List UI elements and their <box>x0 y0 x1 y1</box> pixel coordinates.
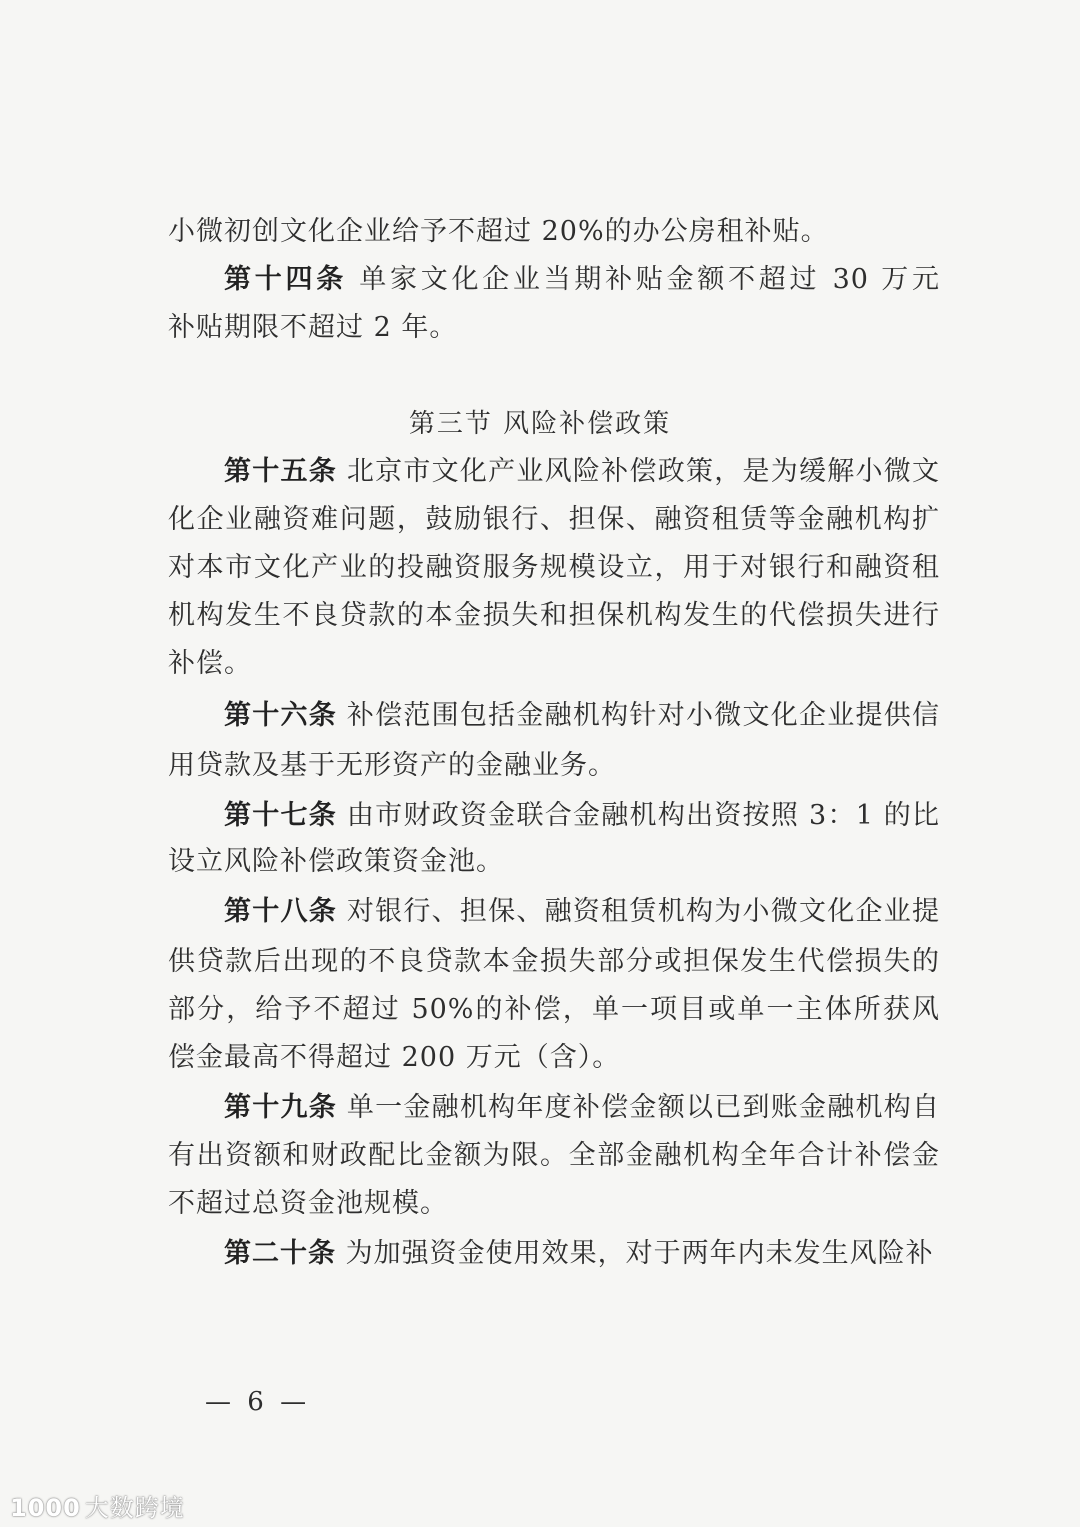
text-line <box>168 1184 448 1224</box>
line-text: 不超过总资金池规模。 <box>168 1188 448 1219</box>
text-line <box>168 1136 940 1176</box>
text-line <box>224 452 940 492</box>
article-label: 第十九条 <box>224 1092 338 1123</box>
article-label: 第二十条 <box>224 1238 336 1269</box>
article-label: 第十四条 <box>224 264 347 295</box>
page-number: — 6 — <box>205 1387 311 1417</box>
text-line <box>168 596 940 636</box>
text-line <box>224 260 940 300</box>
text-line <box>224 796 940 836</box>
line-text: 部分，给予不超过 50%的补偿，单一项目或单一主体所获风 <box>168 994 940 1025</box>
line-text: 供贷款后出现的不良贷款本金损失部分或担保发生代偿损失的 <box>168 946 940 977</box>
line-text: 北京市文化产业风险补偿政策，是为缓解小微文 <box>337 456 940 487</box>
text-line <box>168 990 940 1030</box>
line-text: 对银行、担保、融资租赁机构为小微文化企业提 <box>337 896 940 927</box>
article-label: 第十五条 <box>224 456 338 487</box>
line-text: 对本市文化产业的投融资服务规模设立，用于对银行和融资租 <box>168 552 940 583</box>
text-line <box>168 1038 620 1078</box>
line-text: 补偿范围包括金融机构针对小微文化企业提供信 <box>337 700 940 731</box>
text-line <box>168 644 252 684</box>
line-text: 设立风险补偿政策资金池。 <box>168 846 504 877</box>
watermark-text: 大数跨境 <box>84 1494 185 1522</box>
text-line <box>168 500 940 540</box>
text-line <box>168 746 616 786</box>
text-line <box>224 1234 934 1274</box>
line-text: 小微初创文化企业给予不超过 20%的办公房租补贴。 <box>168 216 829 247</box>
text-line <box>168 942 940 982</box>
text-line <box>168 212 829 252</box>
text-line <box>224 696 940 736</box>
line-text: 偿金最高不得超过 200 万元（含）。 <box>168 1042 621 1073</box>
line-text: 用贷款及基于无形资产的金融业务。 <box>168 750 616 781</box>
line-text: 补贴期限不超过 2 年。 <box>168 312 458 343</box>
line-text: 单家文化企业当期补贴金额不超过 30 万元 <box>359 264 940 295</box>
line-text: 由市财政资金联合金融机构出资按照 3：1 的比 <box>346 800 940 831</box>
line-text: 单一金融机构年度补偿金额以已到账金融机构自 <box>337 1092 940 1123</box>
line-text: 机构发生不良贷款的本金损失和担保机构发生的代偿损失进行 <box>168 600 940 631</box>
line-text: 有出资额和财政配比金额为限。全部金融机构全年合计补偿金 <box>168 1140 940 1171</box>
section-heading: 第三节 风险补偿政策 <box>408 409 672 439</box>
article-label: 第十七条 <box>224 800 338 831</box>
text-line <box>168 308 457 348</box>
article-label: 第十八条 <box>224 896 338 927</box>
text-line <box>224 1088 940 1128</box>
text-line <box>224 892 940 932</box>
line-text: 化企业融资难问题，鼓励银行、担保、融资租赁等金融机构扩 <box>168 504 940 535</box>
watermark-logo-icon: 1000 <box>10 1494 81 1522</box>
text-line <box>168 842 504 882</box>
article-label: 第十六条 <box>224 700 338 731</box>
watermark <box>10 1488 185 1523</box>
line-text: 补偿。 <box>168 648 252 679</box>
line-text: 为加强资金使用效果，对于两年内未发生风险补 <box>336 1238 934 1269</box>
text-line <box>168 548 940 588</box>
